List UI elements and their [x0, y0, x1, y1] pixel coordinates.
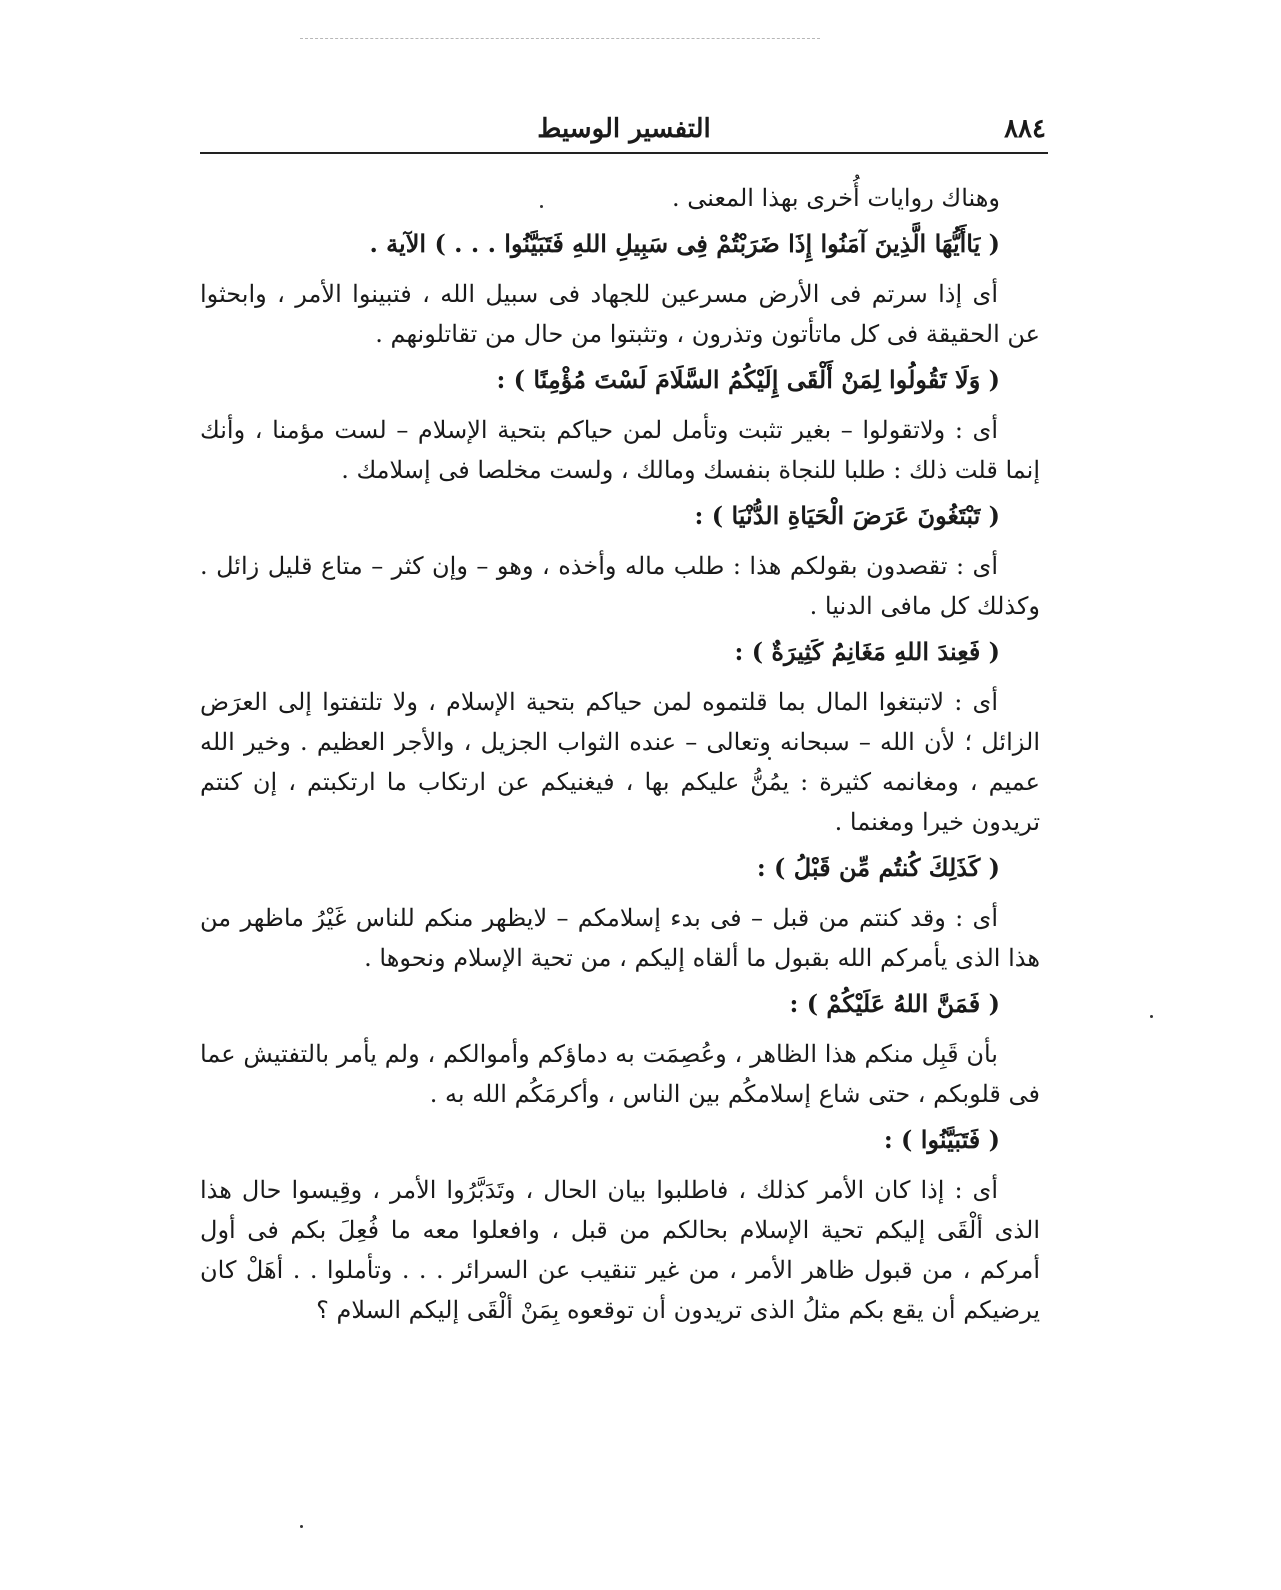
- commentary-paragraph: أى : ولاتقولوا – بغير تثبت وتأمل لمن حياكم بتحية الإسلام – لست مؤمنا ، وأنك إنما قلت ذلك : طلبا للنجاة بنفسك ومالك ، ولست مخلصا فى إسلامك .: [200, 416, 1040, 484]
- commentary-paragraph: أى : تقصدون بقولكم هذا : طلب ماله وأخذه ، وهو – وإن كثر – متاع قليل زائل . وكذلك كل مافى الدنيا .: [200, 552, 1040, 620]
- verse-quote: ( كَذَلِكَ كُنتُم مِّن قَبْلُ ) :: [756, 853, 1000, 882]
- scan-speck: [540, 205, 543, 208]
- verse-quote: ( فَعِندَ اللهِ مَغَانِمُ كَثِيرَةٌ ) :: [734, 637, 1000, 666]
- verse-quote: ( فَتَبَيَّنُوا ) :: [883, 1125, 1000, 1154]
- commentary-paragraph: أى : لاتبتغوا المال بما قلتموه لمن حياكم بتحية الإسلام ، ولا تلتفتوا إلى العرَض الزائل ؛ لأن الله – سبحانه وتعالى – عنده الثواب الجزيل ، والأجر العظيم . وخير الله عميم ، ومغانمه كثيرة : يمُنُّ عليكم بها ، فيغنيكم عن ارتكاب ما ارتكبتم ، إن كنتم تريدون خيرا ومغنما .: [200, 688, 1040, 836]
- verse-quote: ( فَمَنَّ اللهُ عَلَيْكُمْ ) :: [789, 989, 1000, 1018]
- page-number: ٨٨٤: [1004, 114, 1046, 144]
- scan-speck: [1150, 1015, 1153, 1018]
- page-body: [200, 178, 1040, 1330]
- commentary-paragraph: أى : إذا كان الأمر كذلك ، فاطلبوا بيان الحال ، وتَدَبَّرُوا الأمر ، وقِيسوا حال هذا الذى ألْقَى إليكم تحية الإسلام بحالكم من قبل ، وافعلوا معه ما فُعِلَ بكم فى أول أمركم ، من قبول ظاهر الأمر ، من غير تنقيب عن السرائر . . . وتأملوا . . أهَلْ كان يرضيكم أن يقع بكم مثلُ الذى تريدون أن توقعوه بِمَنْ ألْقَى إليكم السلام ؟: [200, 1176, 1040, 1324]
- verse-quote: ( وَلَا تَقُولُوا لِمَنْ أَلْقَى إِلَيْكُمُ السَّلَامَ لَسْتَ مُؤْمِنًا ) :: [496, 365, 1000, 394]
- header-rule: [200, 152, 1048, 154]
- scan-speck: [300, 1525, 303, 1528]
- commentary-paragraph: بأن قَبِل منكم هذا الظاهر ، وعُصِمَت به دماؤكم وأموالكم ، ولم يأمر بالتفتيش عما فى قلوبكم ، حتى شاع إسلامكُم بين الناس ، وأكرمَكُم الله به .: [200, 1040, 1040, 1108]
- page-header: [200, 108, 1048, 152]
- verse-quote: ( تَبْتَغُونَ عَرَضَ الْحَيَاةِ الدُّنْيَا ) :: [694, 501, 1000, 530]
- commentary-paragraph: أى إذا سرتم فى الأرض مسرعين للجهاد فى سبيل الله ، فتبينوا الأمر ، وابحثوا عن الحقيقة فى كل ماتأتون وتذرون ، وتثبتوا من حال من تقاتلونهم .: [200, 280, 1040, 348]
- scan-speck: [768, 757, 771, 760]
- scan-artifact-line: [300, 38, 820, 39]
- verse-quote: ( يَاأَيُّهَا الَّذِينَ آمَنُوا إِذَا ضَرَبْتُمْ فِى سَبِيلِ اللهِ فَتَبَيَّنُوا . . . ) الآية .: [369, 229, 1000, 258]
- intro-line: وهناك روايات أُخرى بهذا المعنى .: [671, 184, 1000, 212]
- commentary-paragraph: أى : وقد كنتم من قبل – فى بدء إسلامكم – لايظهر منكم للناس غَيْرُ ماظهر من هذا الذى يأمركم الله بقبول ما ألقاه إليكم ، من تحية الإسلام ونحوها .: [200, 904, 1040, 972]
- book-title: التفسير الوسيط: [537, 114, 711, 144]
